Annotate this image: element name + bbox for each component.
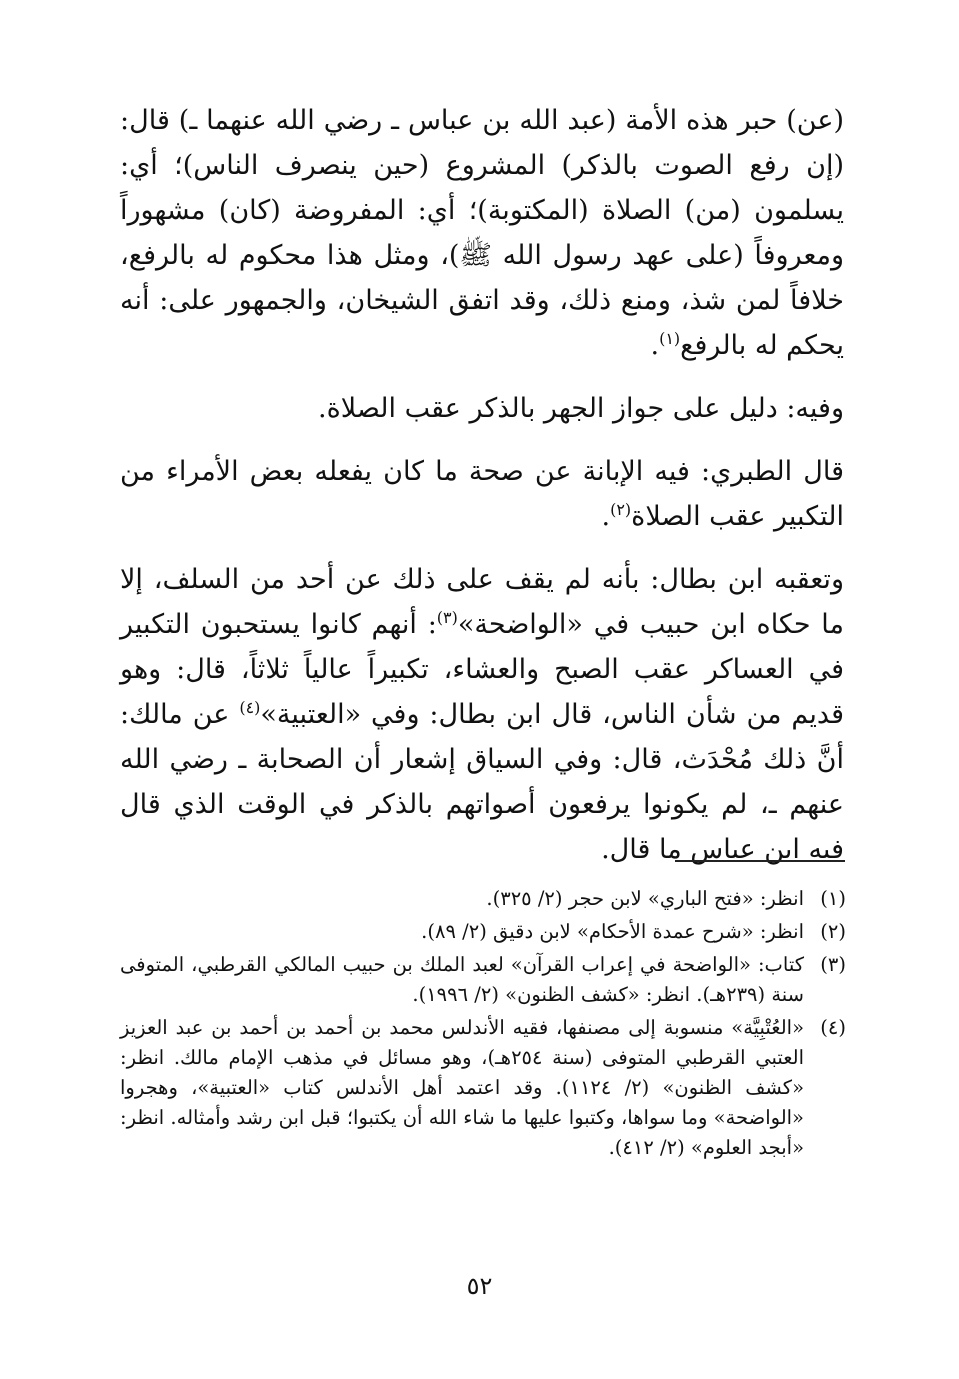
footnote-number: (١) <box>820 887 846 910</box>
footnote-text: كتاب: «الواضحة في إعراب القرآن» لعبد الملك بن حبيب المالكي القرطبي، المتوفى سنة (٢٣٩هـ). انظر: «كشف الظنون» (٢/ ١٩٩٦). <box>120 953 804 1006</box>
footnote-divider <box>675 860 845 862</box>
paragraph-text: وتعقبه ابن بطال: بأنه لم يقف على ذلك عن أحد من السلف، إلا ما حكاه ابن حبيب في «الواضحة» <box>120 564 844 640</box>
paragraph-text: (عن) حبر هذه الأمة (عبد الله بن عباس ـ رضي الله عنهما ـ) قال: (إن رفع الصوت بالذكر) المشروع (حين ينصرف الناس)؛ أي: يسلمون (من) الصلاة (المكتوبة)؛ أي: المفروضة (كان) مشهوراً ومعروفاً (على عهد رسول الله ﷺ)، ومثل هذا محكوم له بالرفع، خلافاً لمن شذ، ومنع ذلك، وقد اتفق الشيخان، والجمهور على: أنه يحكم له بالرفع <box>120 105 844 361</box>
main-text <box>120 98 844 872</box>
paragraph-text: وفيه: دليل على جواز الجهر بالذكر عقب الصلاة. <box>318 393 844 424</box>
paragraph-text: عن مالك: أنَّ ذلك مُحْدَث، قال: وفي السياق إشعار أن الصحابة ـ رضي الله عنهم ـ، لم يكونوا يرفعون أصواتهم بالذكر في الوقت الذي قال فيه ابن عباس ما قال. <box>120 699 844 865</box>
footnote-text: «العُتْبِيَّة» منسوبة إلى مصنفها، فقيه الأندلس محمد بن أحمد بن أحمد بن عبد العزيز العتبي القرطبي المتوفى (سنة ٢٥٤هـ)، وهو مسائل في مذهب الإمام مالك. انظر: «كشف الظنون» (٢/ ١١٢٤). وقد اعتمد أهل الأندلس كتاب «العتبية»، وهجروا «الواضحة» وما سواها، وكتبوا عليها ما شاء الله أن يكتبوا؛ قبل ابن رشد وأمثاله. انظر: «أبجد العلوم» (٢/ ٤١٢). <box>120 1016 805 1159</box>
footnote-text: انظر: «فتح الباري» لابن حجر (٢/ ٣٢٥). <box>486 887 804 910</box>
footnote-item <box>120 884 846 914</box>
footnote-number: (٤) <box>820 1016 846 1039</box>
paragraph-end: . <box>601 501 611 532</box>
footnote-item <box>120 950 846 1010</box>
paragraph-text: : أنهم كانوا يستحبون التكبير في العساكر عقب الصبح والعشاء، تكبيراً عالياً ثلاثاً، قال: وهو قديم من شأن الناس، قال ابن بطال: وفي «العتبية» <box>120 609 844 730</box>
footnote-ref-2[interactable]: (٢) <box>610 500 632 519</box>
footnote-number: (٢) <box>820 920 846 943</box>
footnotes <box>120 884 846 1166</box>
page-number: ٥٢ <box>466 1272 493 1300</box>
paragraph-text: قال الطبري: فيه الإبانة عن صحة ما كان يفعله بعض الأمراء من التكبير عقب الصلاة <box>120 456 844 532</box>
paragraph-tabari <box>120 449 844 539</box>
footnote-ref-4[interactable]: (٤) <box>239 698 261 717</box>
paragraph-hadith-commentary <box>120 98 844 368</box>
paragraph-end: . <box>650 330 660 361</box>
footnote-text: انظر: «شرح عمدة الأحكام» لابن دقيق (٢/ ٨٩). <box>421 920 804 943</box>
footnote-item <box>120 917 846 947</box>
footnote-item <box>120 1013 846 1163</box>
footnote-number: (٣) <box>820 953 846 976</box>
footnote-ref-3[interactable]: (٣) <box>436 608 458 627</box>
paragraph-ibn-battal <box>120 557 844 872</box>
paragraph-benefit <box>120 386 844 431</box>
footnote-ref-1[interactable]: (١) <box>659 329 681 348</box>
